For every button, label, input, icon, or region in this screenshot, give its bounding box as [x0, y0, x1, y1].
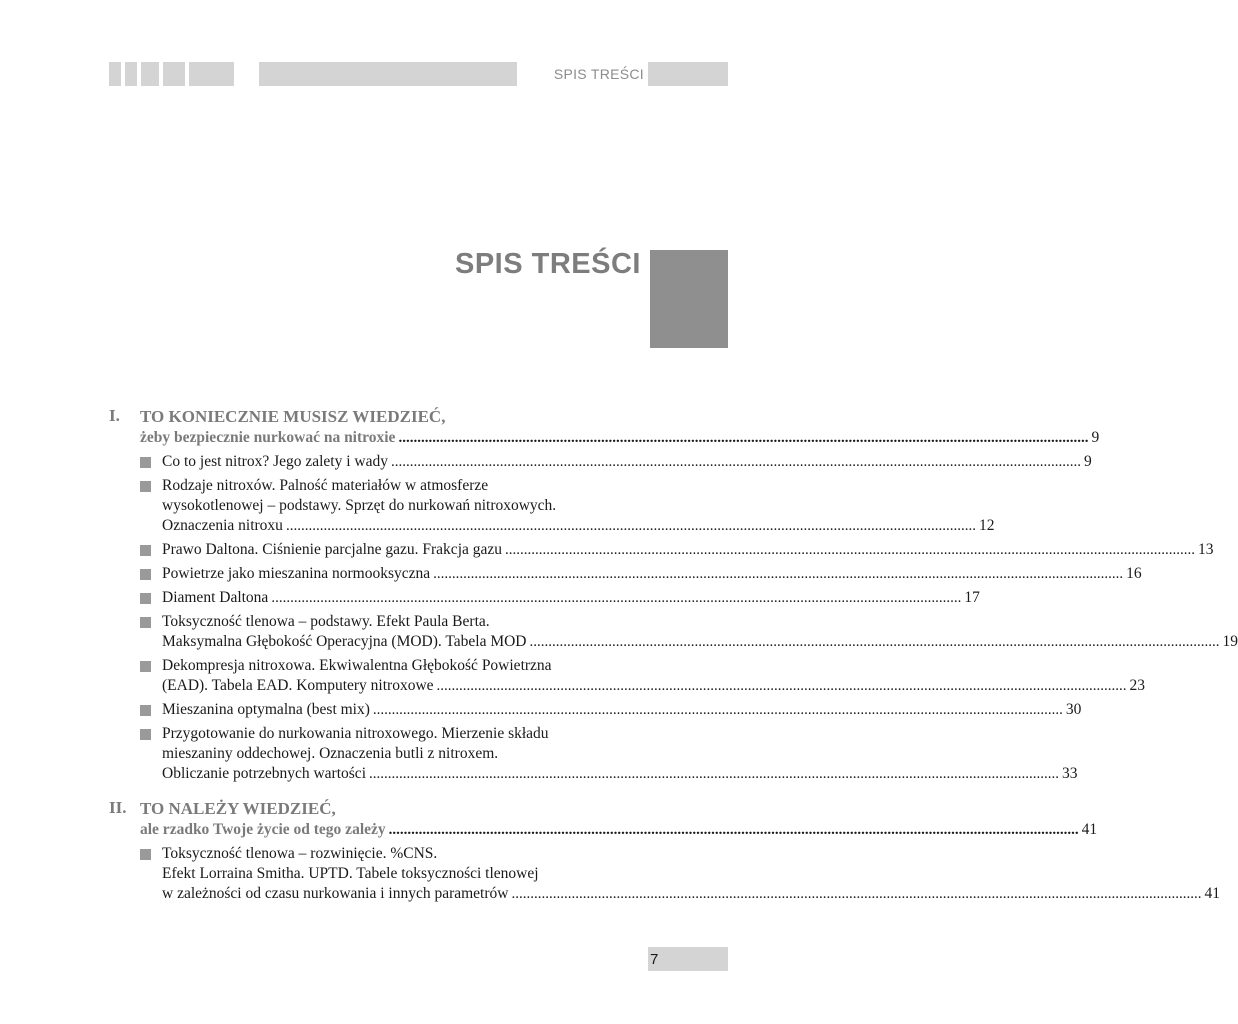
running-header: SPIS TREŚCI: [553, 66, 644, 82]
header-decoration: [109, 62, 234, 86]
toc-entry[interactable]: [140, 588, 980, 608]
entry-list: [140, 452, 1238, 784]
bullet-square-icon: [140, 457, 151, 468]
leader-dots: [530, 632, 1220, 652]
page-ref: 23: [1129, 677, 1146, 694]
page-ref: 13: [1198, 541, 1214, 558]
page-ref: 17: [964, 589, 980, 606]
bullet-square-icon: [140, 729, 151, 740]
section-title: TO NALEŻY WIEDZIEĆ,: [140, 799, 336, 818]
leader-dots: [369, 764, 1059, 784]
toc-entry[interactable]: [140, 452, 1092, 472]
leader-dots: [437, 676, 1127, 696]
bullet-square-icon: [140, 661, 151, 672]
entry-text: Diament Daltona: [162, 589, 269, 606]
table-of-contents: [109, 406, 1238, 908]
section-title: TO KONIECZNIE MUSISZ WIEDZIEĆ,: [140, 407, 446, 426]
entry-text: Rodzaje nitroxów. Palność materiałów w atmosferze: [162, 477, 489, 494]
entry-text: Prawo Daltona. Ciśnienie parcjalne gazu. Frakcja gazu: [162, 541, 503, 558]
toc-section: [109, 406, 1238, 784]
toc-entry[interactable]: [140, 612, 1238, 652]
leader-dots: [373, 700, 1063, 720]
bullet-square-icon: [140, 617, 151, 628]
entry-text: Obliczanie potrzebnych wartości: [162, 765, 366, 782]
page-title: SPIS TREŚCI: [455, 248, 641, 280]
page-ref: 16: [1126, 565, 1142, 582]
leader-dots: [389, 820, 1079, 841]
chapter-tab: [650, 250, 728, 348]
bullet-square-icon: [140, 481, 151, 492]
page-ref: 33: [1062, 765, 1078, 782]
toc-entry[interactable]: [140, 656, 1146, 696]
entry-text: w zależności od czasu nurkowania i innych parametrów: [162, 885, 509, 902]
leader-dots: [505, 540, 1195, 560]
header-bar: [259, 62, 517, 86]
section-subtitle-row[interactable]: [140, 427, 1100, 449]
entry-text: Toksyczność tlenowa – podstawy. Efekt Paula Berta.: [162, 613, 490, 630]
entry-text: mieszaniny oddechowej. Oznaczenia butli z nitroxem.: [162, 745, 499, 762]
toc-entry[interactable]: [140, 564, 1142, 584]
page-ref: 9: [1091, 429, 1100, 446]
leader-dots: [398, 428, 1088, 449]
leader-dots: [286, 516, 976, 536]
page-ref: 41: [1204, 885, 1220, 902]
page-number: 7: [650, 950, 659, 968]
toc-entry[interactable]: [140, 700, 1082, 720]
toc-entry[interactable]: [140, 724, 1078, 784]
page-ref: 9: [1084, 453, 1092, 470]
section-subtitle: żeby bezpiecznie nurkować na nitroxie: [140, 429, 396, 446]
entry-text: (EAD). Tabela EAD. Komputery nitroxowe: [162, 677, 434, 694]
leader-dots: [271, 588, 961, 608]
toc-entry[interactable]: [140, 540, 1214, 560]
entry-text: Dekompresja nitroxowa. Ekwiwalentna Głębokość Powietrzna: [162, 657, 552, 674]
page-ref: 30: [1065, 701, 1082, 718]
bullet-square-icon: [140, 545, 151, 556]
leader-dots: [511, 884, 1201, 904]
entry-text: Toksyczność tlenowa – rozwinięcie. %CNS.: [162, 845, 438, 862]
entry-text: wysokotlenowej – podstawy. Sprzęt do nurkowań nitroxowych.: [162, 497, 557, 514]
bullet-square-icon: [140, 593, 151, 604]
page-ref: 19: [1222, 633, 1238, 650]
entry-text: Oznaczenia nitroxu: [162, 517, 283, 534]
section-number: I.: [109, 406, 120, 425]
header-block: [109, 62, 121, 86]
entry-text: Co to jest nitrox? Jego zalety i wady: [162, 453, 388, 470]
section-number: II.: [109, 798, 127, 817]
header-block: [189, 62, 234, 86]
page-ref: 41: [1081, 821, 1098, 838]
entry-text: Efekt Lorraina Smitha. UPTD. Tabele toksyczności tlenowej: [162, 865, 539, 882]
section-subtitle-row[interactable]: [140, 819, 1098, 841]
bullet-square-icon: [140, 705, 151, 716]
entry-text: Przygotowanie do nurkowania nitroxowego. Mierzenie składu: [162, 725, 549, 742]
bullet-square-icon: [140, 569, 151, 580]
entry-list: [140, 844, 1220, 904]
section-subtitle: ale rzadko Twoje życie od tego zależy: [140, 821, 386, 838]
entry-text: Mieszanina optymalna (best mix): [162, 701, 370, 718]
leader-dots: [391, 452, 1081, 472]
toc-section: [109, 798, 1220, 904]
entry-text: Maksymalna Głębokość Operacyjna (MOD). Tabela MOD: [162, 633, 527, 650]
entry-text: Powietrze jako mieszanina normooksyczna: [162, 565, 431, 582]
page-ref: 12: [978, 517, 995, 534]
bullet-square-icon: [140, 849, 151, 860]
header-block: [125, 62, 137, 86]
toc-entry[interactable]: [140, 476, 995, 536]
header-tail-block: [648, 62, 728, 86]
leader-dots: [433, 564, 1123, 584]
header-block: [163, 62, 185, 86]
toc-entry[interactable]: [140, 844, 1220, 904]
header-block: [141, 62, 159, 86]
